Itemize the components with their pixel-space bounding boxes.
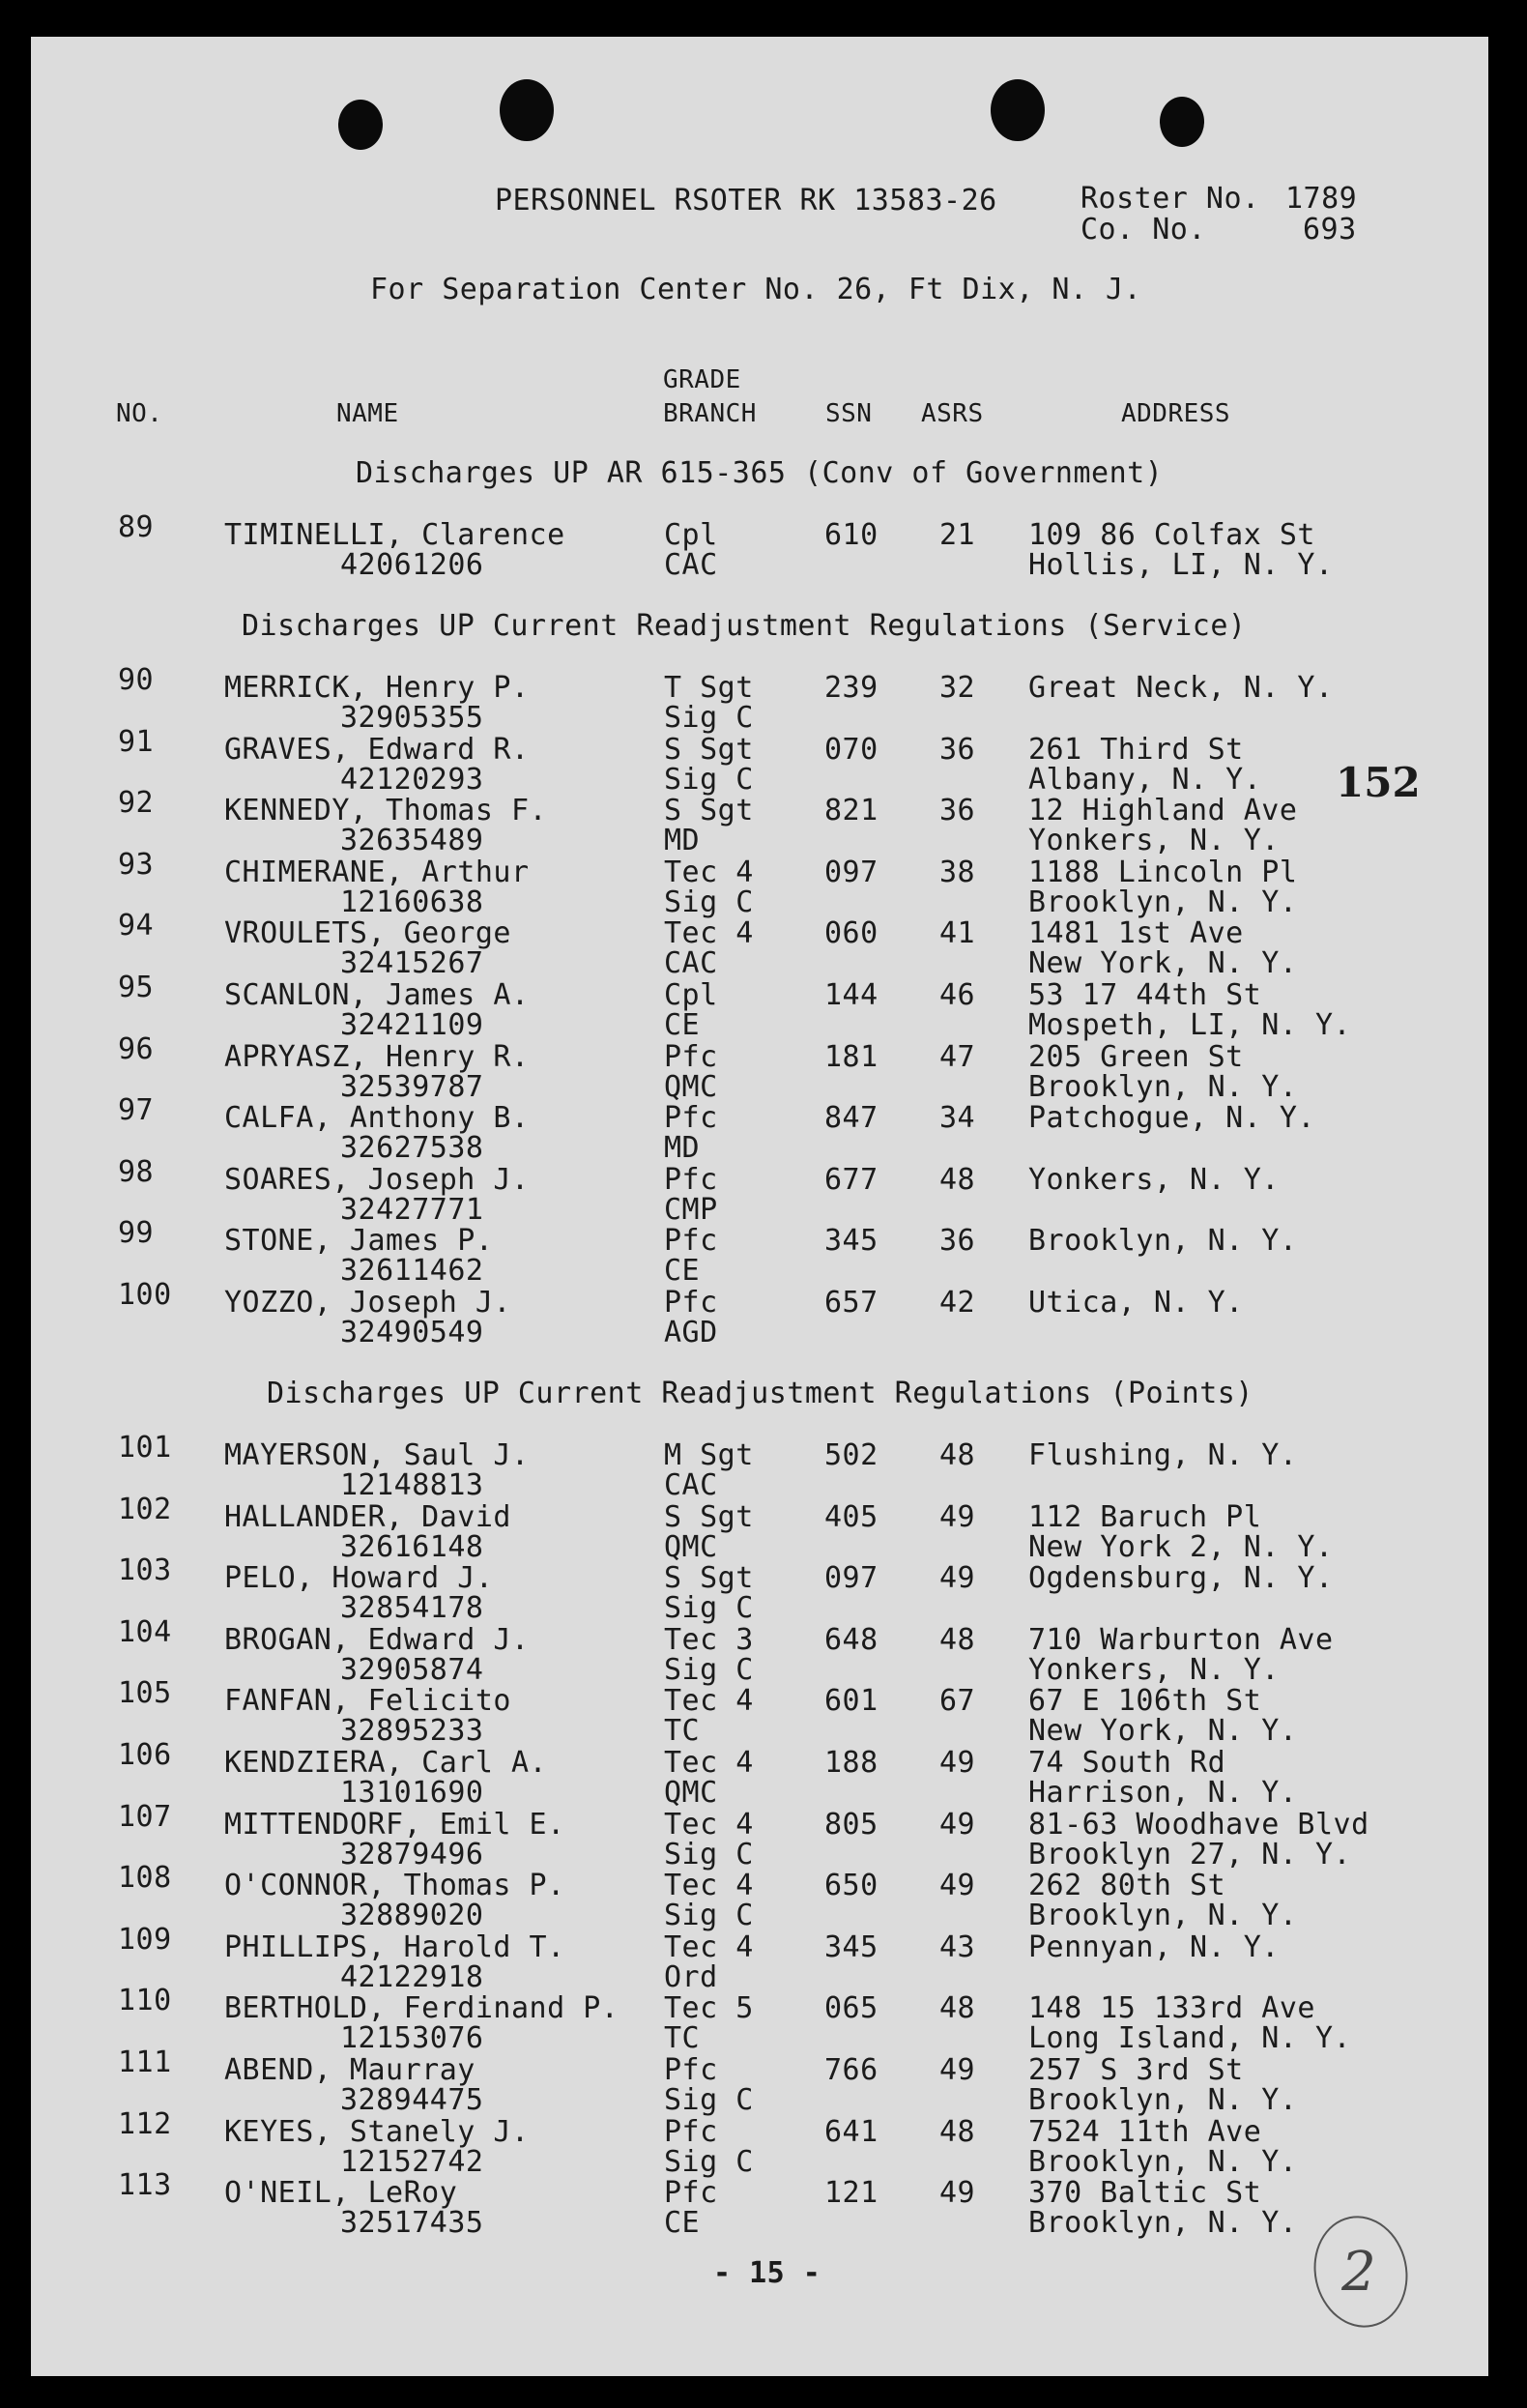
section-heading: Discharges UP AR 615-365 (Conv of Government) [356,456,1164,490]
column-header-branch: BRANCH [663,399,757,428]
address-line-1: 67 E 106th St [1028,1684,1262,1718]
ssn: 502 [824,1438,879,1472]
document-subtitle: For Separation Center No. 26, Ft Dix, N. J. [370,273,1142,306]
row-number: 103 [118,1553,172,1587]
serial-number: 12160638 [340,885,484,919]
branch: CAC [664,548,718,582]
asrs-score: 48 [939,2115,976,2149]
branch: CE [664,1254,701,1288]
soldier-name: O'NEIL, LeRoy [224,2176,458,2210]
grade: S Sgt [664,733,754,767]
branch: Sig C [664,1591,754,1625]
branch: MD [664,824,701,857]
address-line-1: 710 Warburton Ave [1028,1623,1334,1657]
stamp-number: 152 [1336,759,1421,806]
branch: Sig C [664,1899,754,1932]
serial-number: 42120293 [340,763,484,797]
asrs-score: 48 [939,1623,976,1657]
asrs-score: 49 [939,2176,976,2210]
branch: CMP [664,1193,718,1227]
grade: T Sgt [664,671,754,705]
row-number: 99 [118,1216,155,1250]
soldier-name: HALLANDER, David [224,1500,511,1534]
grade: Tec 4 [664,916,754,950]
address-line-1: 257 S 3rd St [1028,2053,1244,2087]
grade: Tec 3 [664,1623,754,1657]
address-line-1: Utica, N. Y. [1028,1286,1244,1320]
address-line-1: Flushing, N. Y. [1028,1438,1298,1472]
grade: Cpl [664,518,718,552]
ssn: 601 [824,1684,879,1718]
branch: Sig C [664,1653,754,1687]
grade: Tec 5 [664,1991,754,2025]
asrs-score: 34 [939,1101,976,1135]
column-header-asrs: ASRS [921,399,984,428]
address-line-1: Ogdensburg, N. Y. [1028,1561,1334,1595]
serial-number: 32895233 [340,1714,484,1748]
ssn: 405 [824,1500,879,1534]
asrs-score: 36 [939,1224,976,1258]
row-number: 108 [118,1861,172,1895]
column-header-ssn: SSN [825,399,873,428]
asrs-score: 48 [939,1163,976,1197]
address-line-2: Brooklyn, N. Y. [1028,2145,1298,2179]
serial-number: 32415267 [340,946,484,980]
asrs-score: 42 [939,1286,976,1320]
address-line-2: Brooklyn 27, N. Y. [1028,1838,1352,1871]
serial-number: 32490549 [340,1316,484,1349]
address-line-1: 81-63 Woodhave Blvd [1028,1808,1369,1842]
grade: Tec 4 [664,1684,754,1718]
ssn: 650 [824,1869,879,1902]
row-number: 112 [118,2107,172,2141]
address-line-2: New York, N. Y. [1028,1714,1298,1748]
branch: Sig C [664,701,754,735]
branch: CAC [664,1468,718,1502]
asrs-score: 21 [939,518,976,552]
ssn: 657 [824,1286,879,1320]
serial-number: 42122918 [340,1960,484,1994]
branch: MD [664,1131,701,1165]
row-number: 92 [118,786,155,820]
address-line-2: Long Island, N. Y. [1028,2021,1352,2055]
branch: QMC [664,1776,718,1810]
branch: CE [664,2206,701,2240]
row-number: 104 [118,1615,172,1649]
soldier-name: KEYES, Stanely J. [224,2115,530,2149]
row-number: 102 [118,1493,172,1526]
ssn: 097 [824,856,879,889]
address-line-1: 370 Baltic St [1028,2176,1262,2210]
soldier-name: VROULETS, George [224,916,511,950]
soldier-name: SOARES, Joseph J. [224,1163,530,1197]
branch: QMC [664,1530,718,1564]
asrs-score: 46 [939,978,976,1012]
soldier-name: MITTENDORF, Emil E. [224,1808,565,1842]
serial-number: 32517435 [340,2206,484,2240]
address-line-1: 109 86 Colfax St [1028,518,1315,552]
ssn: 065 [824,1991,879,2025]
ssn: 097 [824,1561,879,1595]
roster-title: PERSONNEL RSOTER RK 13583-26 [495,184,997,218]
grade: Tec 4 [664,1869,754,1902]
row-number: 90 [118,663,155,697]
serial-number: 32905355 [340,701,484,735]
address-line-1: 262 80th St [1028,1869,1226,1902]
column-header-grade: GRADE [663,365,741,394]
serial-number: 32879496 [340,1838,484,1871]
asrs-score: 49 [939,1561,976,1595]
address-line-1: 205 Green St [1028,1040,1244,1074]
row-number: 93 [118,848,155,882]
ssn: 144 [824,978,879,1012]
row-number: 101 [118,1431,172,1465]
company-number: 693 [1303,213,1357,247]
soldier-name: TIMINELLI, Clarence [224,518,565,552]
branch: Sig C [664,1838,754,1871]
ssn: 641 [824,2115,879,2149]
row-number: 106 [118,1738,172,1772]
company-number-label: Co. No. [1080,213,1206,247]
row-number: 105 [118,1676,172,1710]
column-header-no: NO. [116,399,163,428]
address-line-1: 1481 1st Ave [1028,916,1244,950]
page-number: - 15 - [713,2256,821,2290]
address-line-2: Brooklyn, N. Y. [1028,2083,1298,2117]
grade: M Sgt [664,1438,754,1472]
roster-number: 1789 [1285,182,1358,216]
soldier-name: CALFA, Anthony B. [224,1101,530,1135]
address-line-1: Patchogue, N. Y. [1028,1101,1315,1135]
soldier-name: KENDZIERA, Carl A. [224,1746,548,1780]
address-line-2: Brooklyn, N. Y. [1028,1899,1298,1932]
branch: Sig C [664,2145,754,2179]
address-line-2: New York, N. Y. [1028,946,1298,980]
address-line-1: 12 Highland Ave [1028,794,1298,827]
soldier-name: MERRICK, Henry P. [224,671,530,705]
ssn: 121 [824,2176,879,2210]
asrs-score: 38 [939,856,976,889]
row-number: 113 [118,2168,172,2202]
asrs-score: 36 [939,733,976,767]
soldier-name: BROGAN, Edward J. [224,1623,530,1657]
branch: Sig C [664,763,754,797]
address-line-1: 112 Baruch Pl [1028,1500,1262,1534]
row-number: 111 [118,2045,172,2079]
ssn: 060 [824,916,879,950]
soldier-name: BERTHOLD, Ferdinand P. [224,1991,619,2025]
grade: S Sgt [664,794,754,827]
address-line-1: 261 Third St [1028,733,1244,767]
grade: Pfc [664,2176,718,2210]
address-line-2: New York 2, N. Y. [1028,1530,1334,1564]
branch: TC [664,1714,701,1748]
ssn: 821 [824,794,879,827]
soldier-name: CHIMERANE, Arthur [224,856,530,889]
punch-hole [500,79,554,141]
ssn: 805 [824,1808,879,1842]
address-line-1: 1188 Lincoln Pl [1028,856,1298,889]
branch: Sig C [664,2083,754,2117]
ssn: 847 [824,1101,879,1135]
section-heading: Discharges UP Current Readjustment Regulations (Service) [242,609,1247,643]
asrs-score: 43 [939,1930,976,1964]
asrs-score: 32 [939,671,976,705]
grade: Pfc [664,2115,718,2149]
grade: Pfc [664,1224,718,1258]
address-line-1: Great Neck, N. Y. [1028,671,1334,705]
row-number: 91 [118,725,155,759]
ssn: 648 [824,1623,879,1657]
address-line-2: Albany, N. Y. [1028,763,1262,797]
column-header-address: ADDRESS [1121,399,1231,428]
section-heading: Discharges UP Current Readjustment Regulations (Points) [267,1377,1253,1410]
asrs-score: 49 [939,1500,976,1534]
serial-number: 32889020 [340,1899,484,1932]
grade: Tec 4 [664,1746,754,1780]
row-number: 107 [118,1800,172,1834]
soldier-name: GRAVES, Edward R. [224,733,530,767]
asrs-score: 36 [939,794,976,827]
address-line-1: Pennyan, N. Y. [1028,1930,1280,1964]
branch: AGD [664,1316,718,1349]
asrs-score: 49 [939,1746,976,1780]
ssn: 239 [824,671,879,705]
asrs-score: 41 [939,916,976,950]
asrs-score: 49 [939,1808,976,1842]
serial-number: 32905874 [340,1653,484,1687]
asrs-score: 49 [939,2053,976,2087]
ssn: 610 [824,518,879,552]
address-line-1: 148 15 133rd Ave [1028,1991,1315,2025]
grade: Pfc [664,2053,718,2087]
serial-number: 32854178 [340,1591,484,1625]
ssn: 345 [824,1930,879,1964]
soldier-name: PELO, Howard J. [224,1561,494,1595]
grade: Pfc [664,1163,718,1197]
row-number: 97 [118,1093,155,1127]
soldier-name: STONE, James P. [224,1224,494,1258]
address-line-2: Harrison, N. Y. [1028,1776,1298,1810]
serial-number: 32635489 [340,824,484,857]
roster-number-label: Roster No. [1080,182,1260,216]
punch-hole [1160,97,1204,147]
ssn: 181 [824,1040,879,1074]
handwritten-mark: 2 [1341,2241,1376,2304]
grade: Cpl [664,978,718,1012]
address-line-2: Brooklyn, N. Y. [1028,1070,1298,1104]
branch: Sig C [664,885,754,919]
serial-number: 32611462 [340,1254,484,1288]
soldier-name: PHILLIPS, Harold T. [224,1930,565,1964]
row-number: 94 [118,909,155,943]
grade: S Sgt [664,1561,754,1595]
address-line-1: 74 South Rd [1028,1746,1226,1780]
branch: TC [664,2021,701,2055]
column-header-name: NAME [336,399,399,428]
address-line-1: Yonkers, N. Y. [1028,1163,1280,1197]
asrs-score: 47 [939,1040,976,1074]
address-line-2: Mospeth, LI, N. Y. [1028,1008,1352,1042]
ssn: 766 [824,2053,879,2087]
soldier-name: FANFAN, Felicito [224,1684,511,1718]
address-line-1: 7524 11th Ave [1028,2115,1262,2149]
grade: Tec 4 [664,1930,754,1964]
row-number: 98 [118,1155,155,1189]
address-line-2: Brooklyn, N. Y. [1028,2206,1298,2240]
soldier-name: KENNEDY, Thomas F. [224,794,548,827]
address-line-1: 53 17 44th St [1028,978,1262,1012]
grade: S Sgt [664,1500,754,1534]
soldier-name: APRYASZ, Henry R. [224,1040,530,1074]
row-number: 109 [118,1923,172,1957]
serial-number: 32427771 [340,1193,484,1227]
address-line-2: Hollis, LI, N. Y. [1028,548,1334,582]
row-number: 89 [118,510,155,544]
punch-hole [991,79,1045,141]
grade: Pfc [664,1101,718,1135]
soldier-name: MAYERSON, Saul J. [224,1438,530,1472]
serial-number: 32539787 [340,1070,484,1104]
asrs-score: 48 [939,1991,976,2025]
serial-number: 13101690 [340,1776,484,1810]
address-line-2: Yonkers, N. Y. [1028,824,1280,857]
branch: CAC [664,946,718,980]
serial-number: 12152742 [340,2145,484,2179]
ssn: 070 [824,733,879,767]
punch-hole [338,100,383,150]
ssn: 345 [824,1224,879,1258]
asrs-score: 49 [939,1869,976,1902]
grade: Tec 4 [664,1808,754,1842]
soldier-name: ABEND, Maurray [224,2053,475,2087]
serial-number: 32616148 [340,1530,484,1564]
row-number: 100 [118,1278,172,1312]
serial-number: 12148813 [340,1468,484,1502]
branch: QMC [664,1070,718,1104]
soldier-name: O'CONNOR, Thomas P. [224,1869,565,1902]
grade: Pfc [664,1286,718,1320]
soldier-name: YOZZO, Joseph J. [224,1286,511,1320]
grade: Tec 4 [664,856,754,889]
asrs-score: 48 [939,1438,976,1472]
serial-number: 32627538 [340,1131,484,1165]
row-number: 95 [118,971,155,1004]
address-line-2: Brooklyn, N. Y. [1028,885,1298,919]
row-number: 96 [118,1032,155,1066]
ssn: 677 [824,1163,879,1197]
ssn: 188 [824,1746,879,1780]
serial-number: 12153076 [340,2021,484,2055]
serial-number: 32894475 [340,2083,484,2117]
grade: Pfc [664,1040,718,1074]
branch: Ord [664,1960,718,1994]
serial-number: 32421109 [340,1008,484,1042]
soldier-name: SCANLON, James A. [224,978,530,1012]
serial-number: 42061206 [340,548,484,582]
address-line-1: Brooklyn, N. Y. [1028,1224,1298,1258]
row-number: 110 [118,1984,172,2017]
address-line-2: Yonkers, N. Y. [1028,1653,1280,1687]
asrs-score: 67 [939,1684,976,1718]
branch: CE [664,1008,701,1042]
